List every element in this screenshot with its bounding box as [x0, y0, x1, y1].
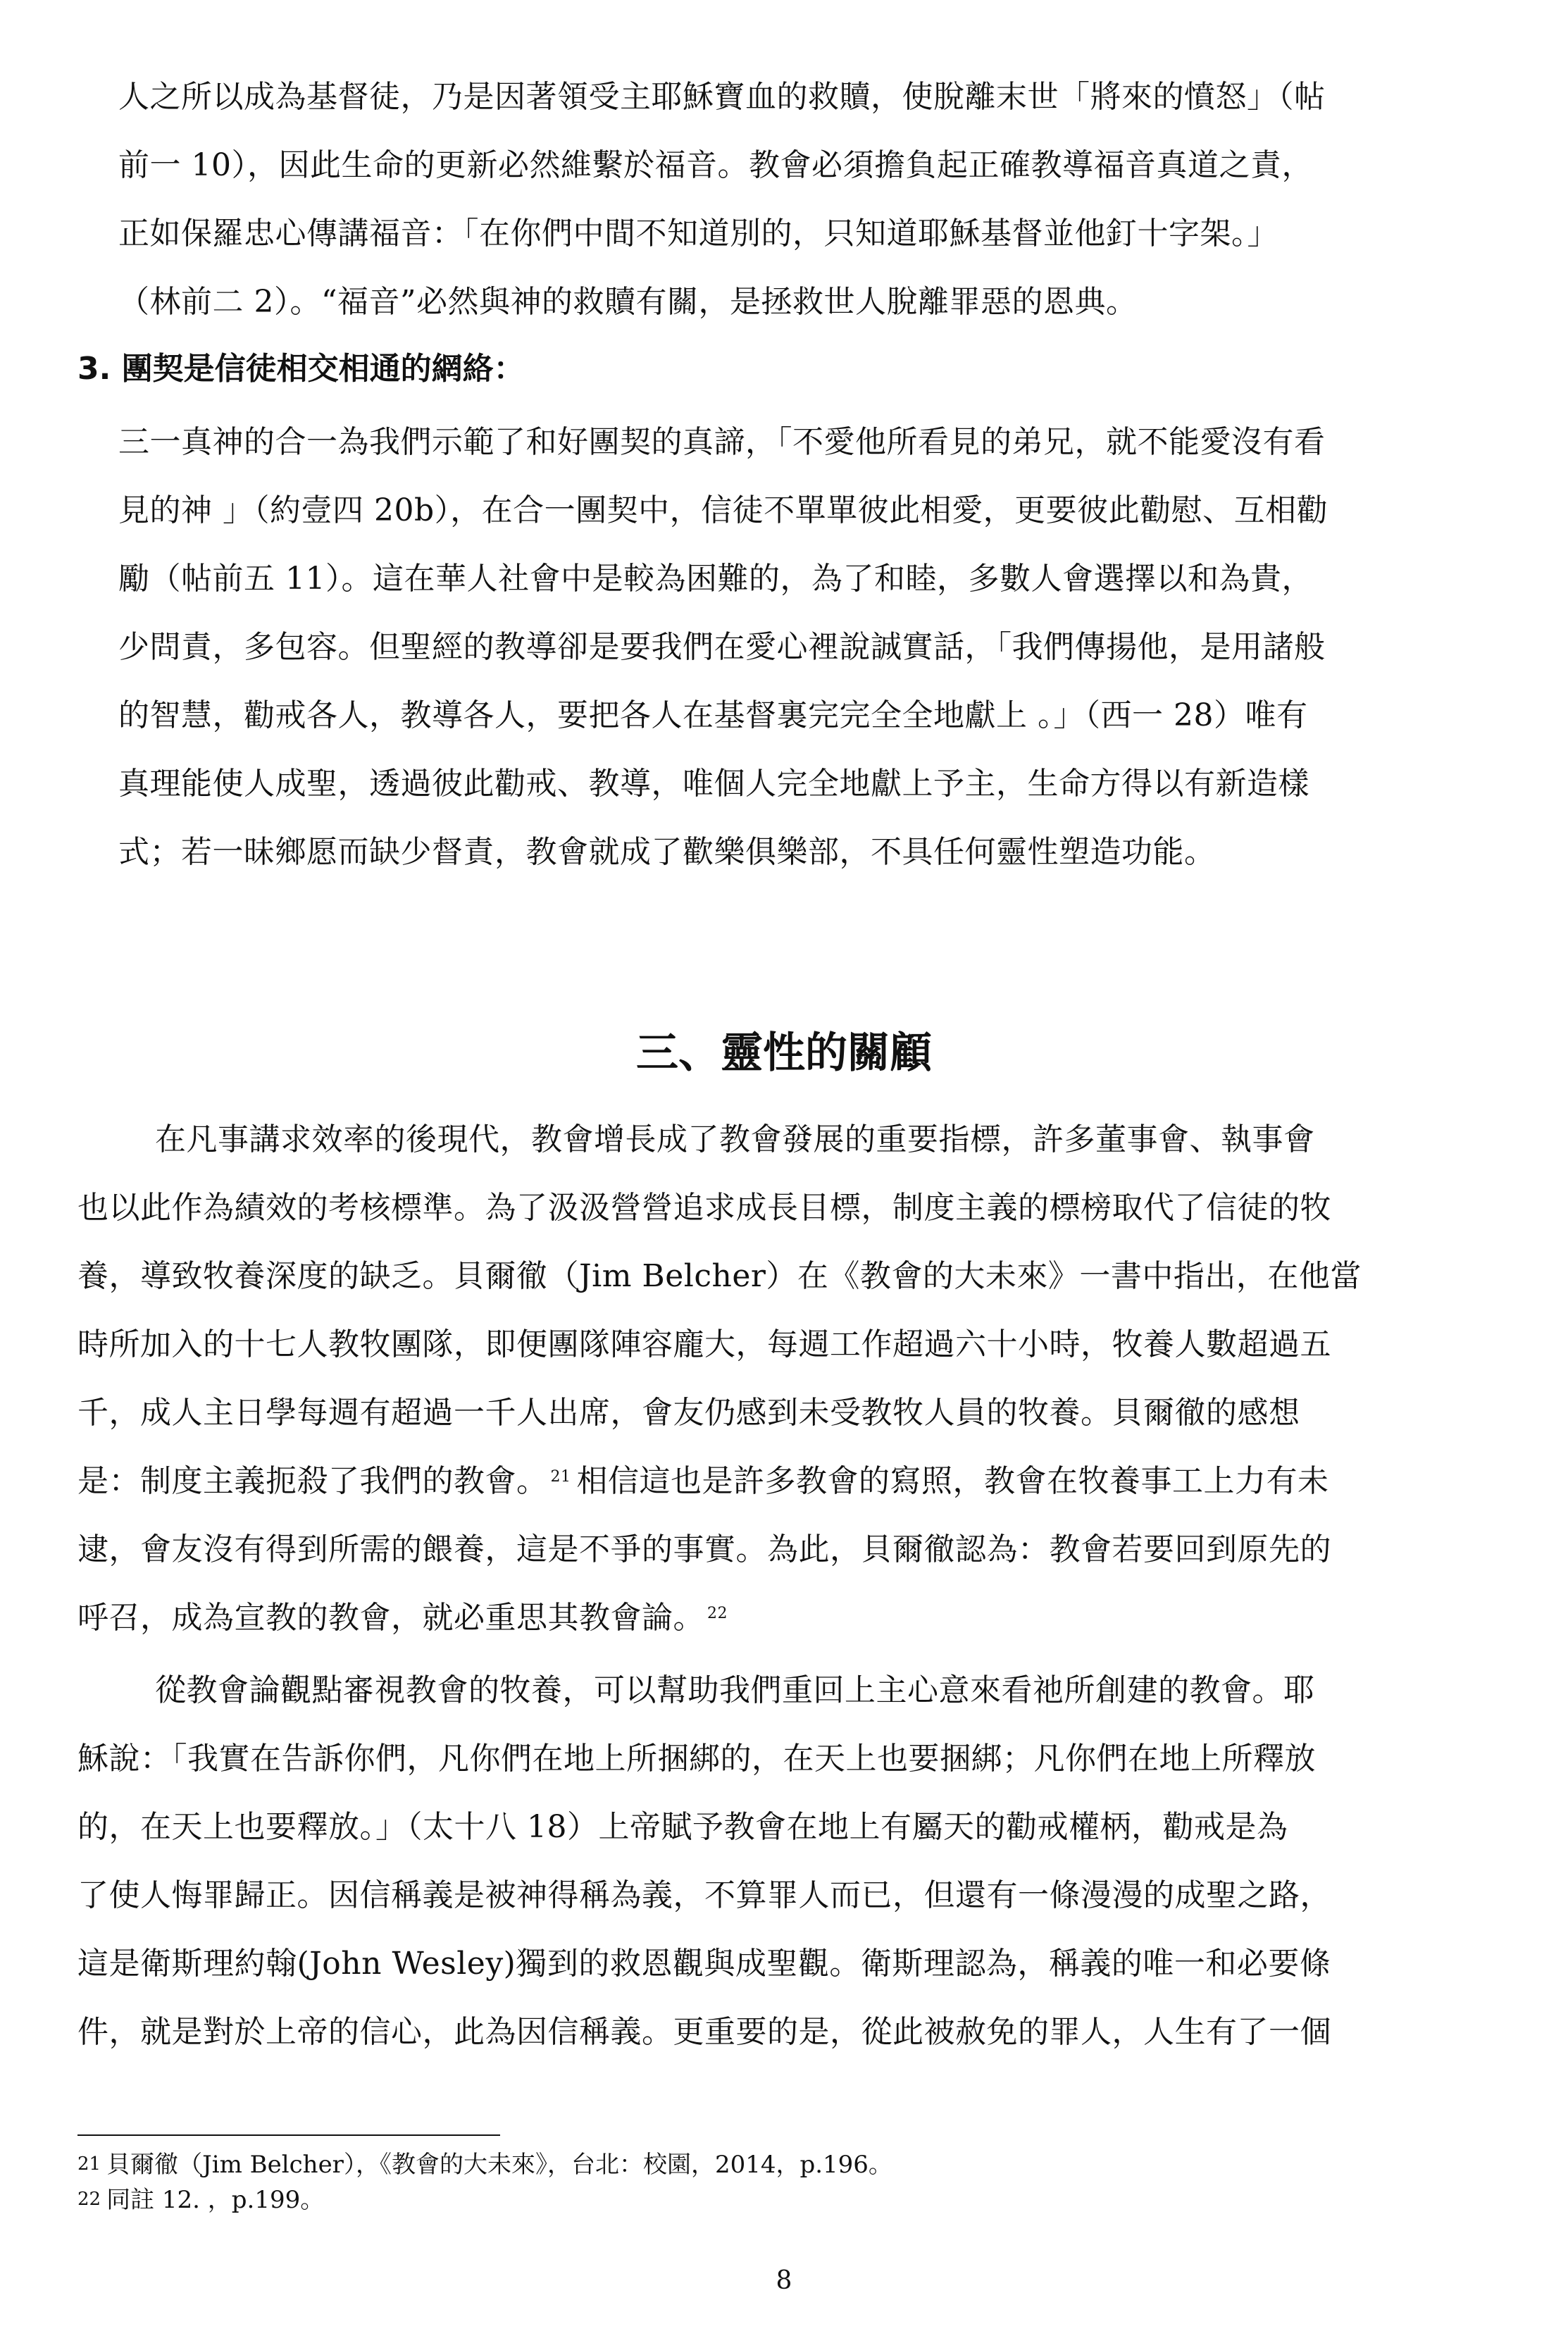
text-line: 真理能使人成聖，透過彼此勸戒、教導，唯個人完全地獻上予主，生命方得以有新造樣 — [118, 766, 1309, 802]
text-line: 正如保羅忠心傳講福音：「在你們中間不知道別的，只知道耶穌基督並他釘十字架。」 — [118, 216, 1278, 251]
footnote-text: 貝爾徹（Jim Belcher），《教會的大未來》，台北：校園，2014，p.196。 — [106, 2151, 892, 2179]
footnote-number: 22 — [77, 2189, 101, 2210]
footnote-ref: 21 — [550, 1468, 571, 1486]
text-line: 這是衛斯理約翰(John Wesley)獨到的救恩觀與成聖觀。衛斯理認為，稱義的唯一和必要條 — [77, 1946, 1331, 1982]
text-segment: 呼召，成為宣教的教會，就必重思其教會論。 — [77, 1600, 704, 1636]
text-line: 逮，會友沒有得到所需的餵養，這是不爭的事實。為此，貝爾徹認為：教會若要回到原先的 — [77, 1531, 1331, 1567]
text-line: 在凡事講求效率的後現代，教會增長成了教會發展的重要指標，許多董事會、執事會 — [155, 1121, 1315, 1157]
text-line: 前一 10），因此生命的更新必然維繫於福音。教會必須擔負起正確教導福音真道之責， — [118, 147, 1313, 183]
text-line: 養，導致牧養深度的缺乏。貝爾徹（Jim Belcher）在《教會的大未來》一書中指出，在他當 — [77, 1258, 1362, 1294]
text-line: 時所加入的十七人教牧團隊，即便團隊陣容龐大，每週工作超過六十小時，牧養人數超過五 — [77, 1326, 1331, 1362]
footnote-text: 同註 12. ，p.199。 — [106, 2186, 325, 2214]
text-segment: 是：制度主義扼殺了我們的教會。 — [77, 1463, 548, 1499]
text-line: 千，成人主日學每週有超過一千人出席，會友仍感到未受教牧人員的牧養。貝爾徹的感想 — [77, 1395, 1300, 1431]
text-line: 勵（帖前五 11）。這在華人社會中是較為困難的，為了和睦，多數人會選擇以和為貴， — [118, 561, 1313, 597]
text-line: 人之所以成為基督徒，乃是因著領受主耶穌寶血的救贖，使脫離末世「將來的憤怒」（帖 — [118, 79, 1326, 115]
section-title: 三、靈性的關顧 — [636, 1028, 932, 1078]
text-line — [77, 1460, 1329, 1503]
footnote — [77, 2149, 892, 2183]
text-line: 也以此作為績效的考核標準。為了汲汲營營追求成長目標，制度主義的標榜取代了信徒的牧 — [77, 1190, 1331, 1226]
text-line — [77, 1597, 733, 1639]
footnote-number: 21 — [77, 2153, 101, 2175]
text-line: 從教會論觀點審視教會的牧養，可以幫助我們重回上主心意來看祂所創建的教會。耶 — [155, 1672, 1315, 1708]
point-heading: 3. 團契是信徒相交相通的網絡： — [77, 351, 525, 387]
text-line: 見的神 」（約壹四 20b），在合一團契中，信徒不單單彼此相愛，更要彼此勸慰、互相勸 — [118, 492, 1329, 528]
text-segment: 相信這也是許多教會的寫照，教會在牧養事工上力有未 — [576, 1463, 1329, 1499]
text-line: 三一真神的合一為我們示範了和好團契的真諦，「不愛他所看見的弟兄，就不能愛沒有看 — [118, 424, 1326, 460]
text-line: 的智慧，勸戒各人，教導各人，要把各人在基督裏完完全全地獻上 。」（西一 28）唯有 — [118, 697, 1308, 733]
page-number: 8 — [776, 2266, 792, 2295]
text-line: 件，就是對於上帝的信心，此為因信稱義。更重要的是，從此被赦免的罪人，人生有了一個 — [77, 2014, 1331, 2050]
text-line: 少問責，多包容。但聖經的教導卻是要我們在愛心裡說誠實話，「我們傳揚他，是用諸般 — [118, 629, 1326, 665]
text-line: 式；若一昧鄉愿而缺少督責，教會就成了歡樂俱樂部，不具任何靈性塑造功能。 — [118, 834, 1216, 870]
footnote-divider — [77, 2134, 500, 2136]
footnote — [77, 2184, 324, 2218]
footnote-ref: 22 — [707, 1605, 728, 1622]
text-line: 了使人悔罪歸正。因信稱義是被神得稱為義，不算罪人而已，但還有一條漫漫的成聖之路， — [77, 1877, 1331, 1913]
text-line: （林前二 2）。“福音”必然與神的救贖有關，是拯救世人脫離罪惡的恩典。 — [118, 284, 1138, 320]
text-line: 的，在天上也要釋放。」（太十八 18）上帝賦予教會在地上有屬天的勸戒權柄，勸戒是為 — [77, 1809, 1288, 1845]
text-line: 穌說：「我實在告訴你們，凡你們在地上所捆綁的，在天上也要捆綁；凡你們在地上所釋放 — [77, 1741, 1316, 1777]
